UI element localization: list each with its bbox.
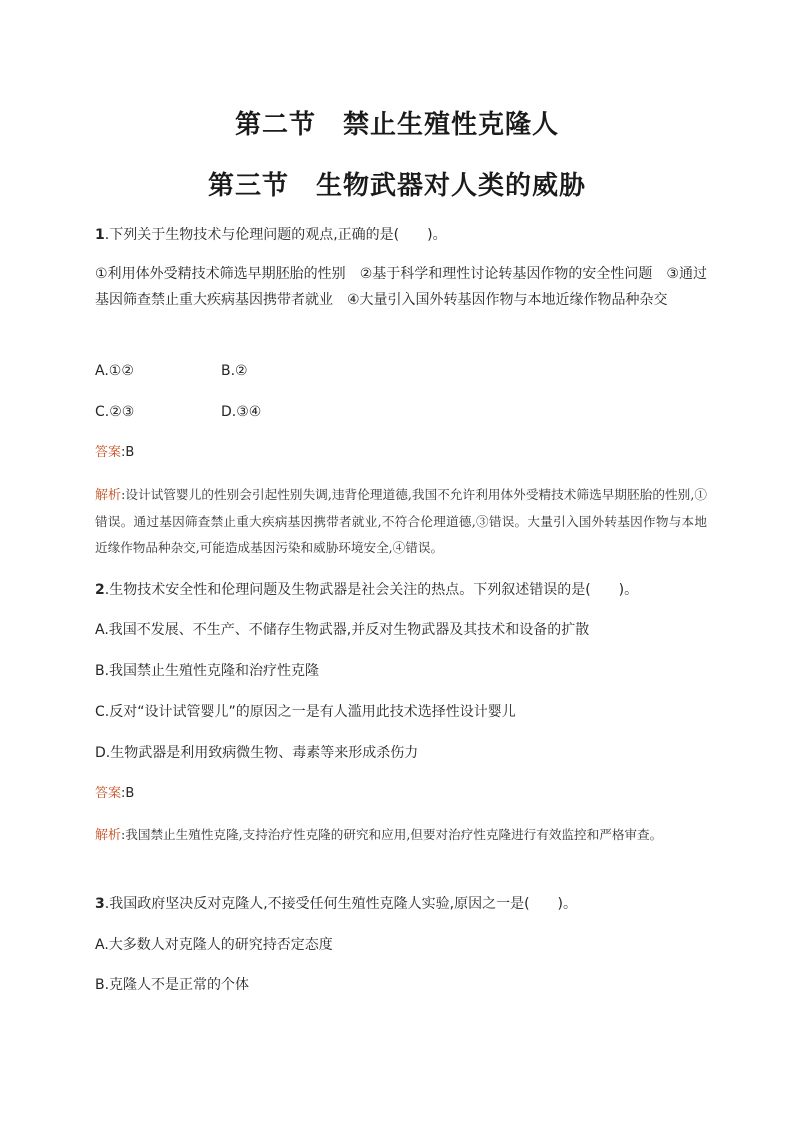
answer-label: 答案 [95,786,122,801]
question-1-answer [95,443,705,463]
question-3-option-a: A.大多数人对克隆人的研究持否定态度 [95,937,333,953]
question-1-option-d: D.③④ [221,404,262,420]
question-1-stem [95,225,705,245]
question-2-explanation [95,822,707,849]
question-2-option-d: D.生物武器是利用致病微生物、毒素等来形成杀伤力 [95,745,419,761]
explanation-text: :我国禁止生殖性克隆,支持治疗性克隆的研究和应用,但要对治疗性克隆进行有效监控和严格审查。 [121,827,663,842]
answer-label: 答案 [95,445,122,460]
question-1-option-c: C.②③ [95,404,135,420]
question-2-number: 2 [95,582,105,598]
question-1-items: ①利用体外受精技术筛选早期胚胎的性别 ②基于科学和理性讨论转基因作物的安全性问题 ③通过基因筛查禁止重大疾病基因携带者就业 ④大量引入国外转基因作物与本地近缘作物品种杂交 [95,266,707,308]
question-1-text: .下列关于生物技术与伦理问题的观点,正确的是( )。 [104,227,447,243]
question-1-explanation [95,482,707,561]
question-2-answer [95,784,705,804]
question-3-option-b: B.克隆人不是正常的个体 [95,977,250,993]
section-title-2: 第二节 禁止生殖性克隆人 [234,110,559,140]
answer-value: :B [121,786,135,801]
question-3-stem [95,894,705,914]
question-3-number: 3 [95,896,105,912]
question-3-text: .我国政府坚决反对克隆人,不接受任何生殖性克隆人实验,原因之一是( )。 [104,896,578,912]
question-2-option-a: A.我国不发展、不生产、不储存生物武器,并反对生物武器及其技术和设备的扩散 [95,622,590,638]
question-1-number: 1 [95,227,105,243]
question-2-option-b: B.我国禁止生殖性克隆和治疗性克隆 [95,663,320,679]
question-1-option-b: B.② [221,363,248,379]
question-2-text: .生物技术安全性和伦理问题及生物武器是社会关注的热点。下列叙述错误的是( )。 [104,582,639,598]
question-2-stem [95,580,705,600]
section-title-3: 第三节 生物武器对人类的威胁 [207,171,586,201]
answer-value: :B [121,445,135,460]
question-2-option-c: C.反对“设计试管婴儿”的原因之一是有人滥用此技术选择性设计婴儿 [95,704,516,720]
explanation-text: :设计试管婴儿的性别会引起性别失调,违背伦理道德,我国不允许利用体外受精技术筛选早期胚胎的性别,①错误。通过基因筛查禁止重大疾病基因携带者就业,不符合伦理道德,③错误。大量引入国外转基因作物与本地近缘作物品种杂交,可能造成基因污染和威胁环境安全,④错误。 [95,487,707,555]
explanation-label: 解析 [95,828,122,843]
question-1-option-a: A.①② [95,363,134,379]
explanation-label: 解析 [95,488,122,503]
